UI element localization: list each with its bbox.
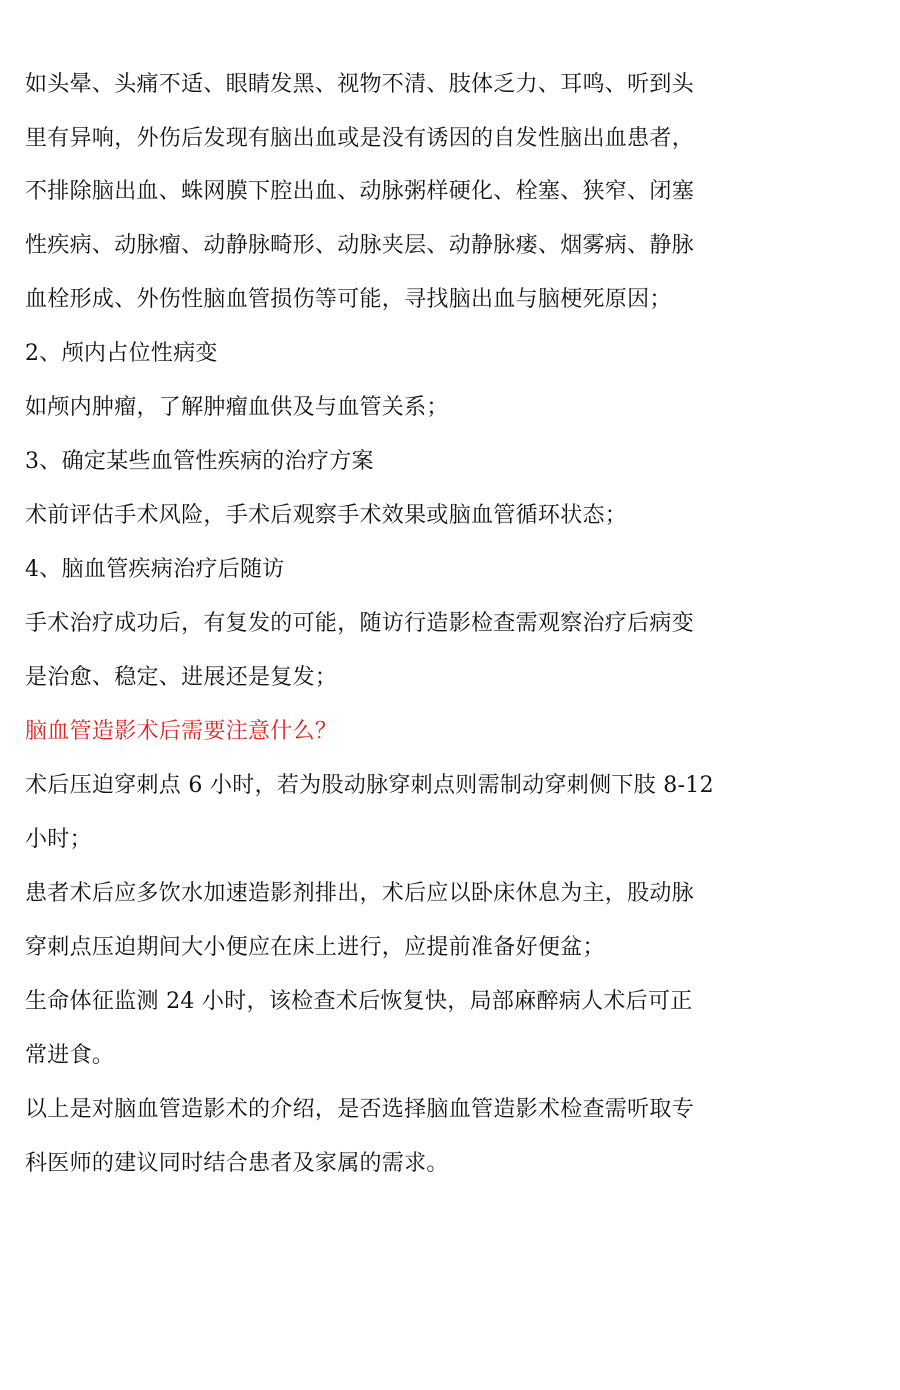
paragraph-line-15: 常进食。 [25, 1043, 115, 1068]
paragraph-line-12: 患者术后应多饮水加速造影剂排出，术后应以卧床休息为主，股动脉 [25, 881, 695, 906]
paragraph-line-6: 如颅内肿瘤，了解肿瘤血供及与血管关系； [25, 395, 449, 420]
paragraph-line-17: 科医师的建议同时结合患者及家属的需求。 [25, 1151, 449, 1176]
paragraph-line-8: 手术治疗成功后，有复发的可能，随访行造影检查需观察治疗后病变 [25, 611, 695, 636]
paragraph-line-5: 血栓形成、外伤性脑血管损伤等可能，寻找脑出血与脑梗死原因； [25, 287, 672, 312]
paragraph-line-1: 如头晕、头痛不适、眼睛发黑、视物不清、肢体乏力、耳鸣、听到头 [25, 72, 695, 97]
paragraph-line-7: 术前评估手术风险，手术后观察手术效果或脑血管循环状态； [25, 503, 628, 528]
paragraph-line-10: 术后压迫穿刺点 6 小时，若为股动脉穿刺点则需制动穿刺侧下肢 8-12 [25, 773, 714, 798]
paragraph-line-14: 生命体征监测 24 小时，该检查术后恢复快，局部麻醉病人术后可正 [25, 989, 693, 1014]
paragraph-line-13: 穿刺点压迫期间大小便应在床上进行，应提前准备好便盆； [25, 935, 605, 960]
section-title-4: 4、脑血管疾病治疗后随访 [25, 557, 285, 582]
paragraph-line-9: 是治愈、稳定、进展还是复发； [25, 665, 338, 690]
paragraph-line-16: 以上是对脑血管造影术的介绍，是否选择脑血管造影术检查需听取专 [25, 1097, 695, 1122]
paragraph-line-3: 不排除脑出血、蛛网膜下腔出血、动脉粥样硬化、栓塞、狭窄、闭塞 [25, 179, 695, 204]
section-title-2: 2、颅内占位性病变 [25, 341, 218, 366]
paragraph-line-11: 小时； [25, 827, 92, 852]
red-heading: 脑血管造影术后需要注意什么？ [25, 719, 338, 744]
paragraph-line-4: 性疾病、动脉瘤、动静脉畸形、动脉夹层、动静脉瘘、烟雾病、静脉 [25, 233, 695, 258]
section-title-3: 3、确定某些血管性疾病的治疗方案 [25, 449, 374, 474]
paragraph-line-2: 里有异响，外伤后发现有脑出血或是没有诱因的自发性脑出血患者， [25, 126, 695, 151]
